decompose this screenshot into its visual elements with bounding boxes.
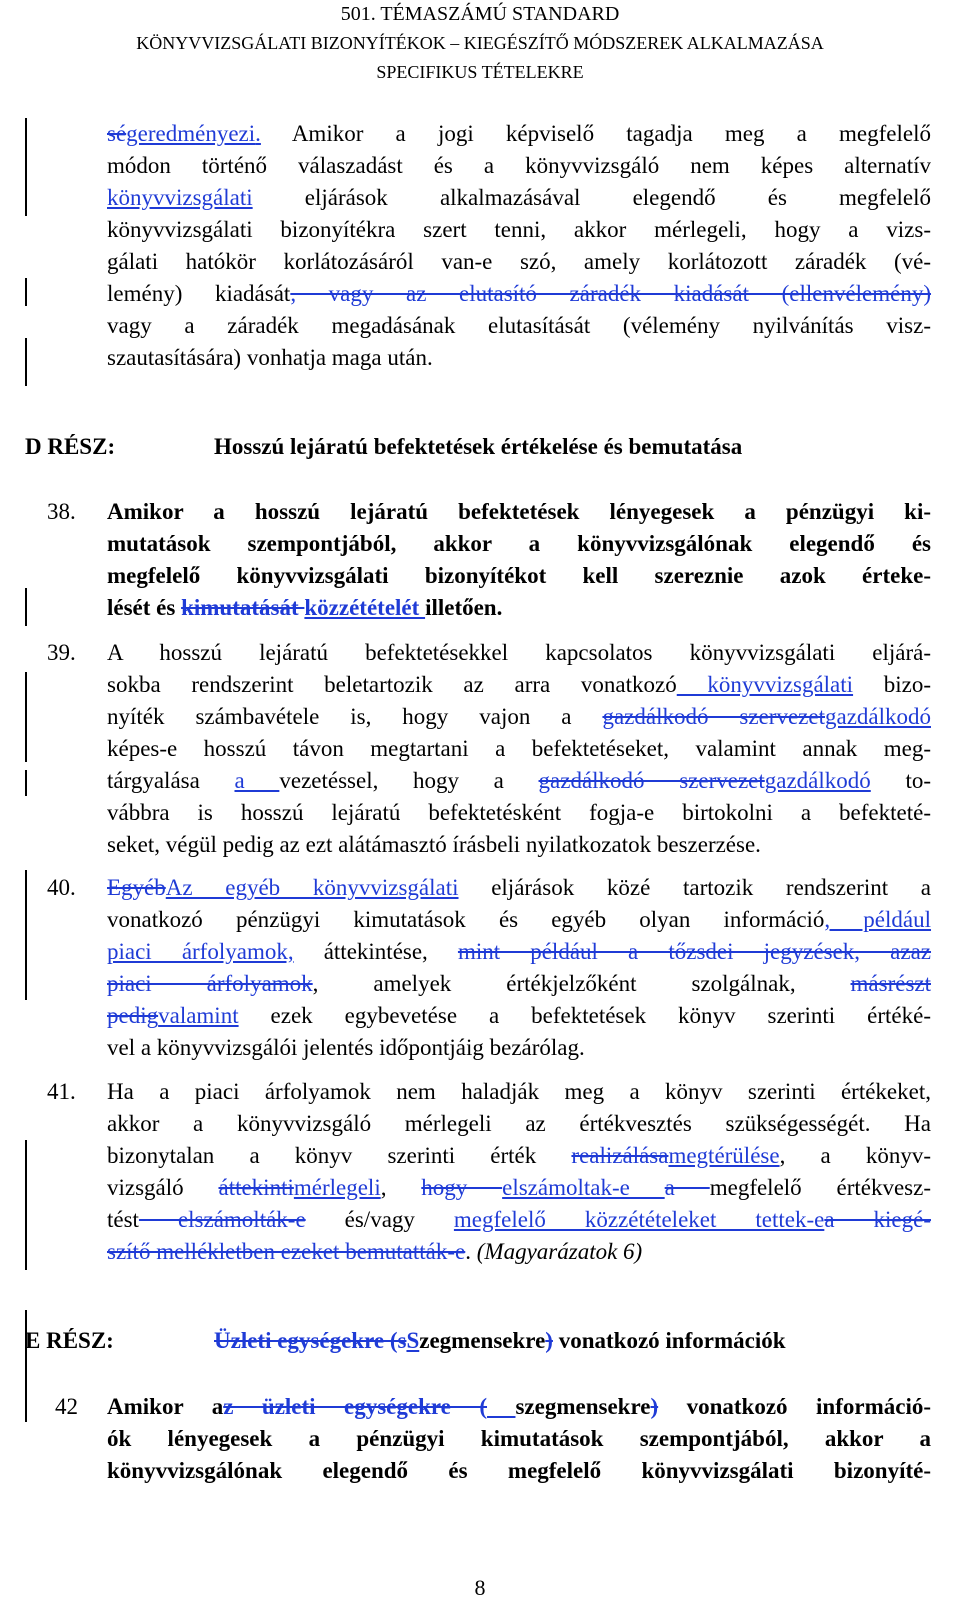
paragraph-number: 41. bbox=[47, 1079, 76, 1104]
paragraph-41: Ha a piaci árfolyamok nem haladják meg a könyv szerinti értékeket, akkor a könyvvizsgáló mérlegeli az értékvesztés szükségességét. Ha bizonytalan a könyv szerinti érték realizálásamegtérülése, a könyv- vizsgáló áttekintimérlegeli, hogy elszámoltak-e a megfelelő értékvesz- tést elszámolták-e és/vagy megfelelő közzétételeket tettek-ea kiegé- szítő mellékletben ezeket bemutatták-e. (Magyarázatok 6) bbox=[107, 1079, 931, 1264]
revision-bar bbox=[25, 770, 27, 796]
paragraph-number: 38. bbox=[47, 499, 76, 524]
paragraph-39: A hosszú lejáratú befektetésekkel kapcsolatos könyvvizsgálati eljárá- sokba rendszerint beletartozik az arra vonatkozó könyvvizsgálati bizo- nyíték számbavétele is, hogy vajon a gazdálkodó szervezetgazdálkodó képes-e hosszú távon megtartani a befektetéseket, valamint annak meg- tárgyalása a vezetéssel, hogy a gazdálkodó szervezetgazdálkodó to- vábbra is hosszú lejáratú befektetésként fogja-e birtokolni a befekteté- seket, végül pedig az ezt alátámasztó írásbeli nyilatkozatok beszerzése. bbox=[107, 640, 931, 857]
part-d-title: Hosszú lejáratú befektetések értékelése és bemutatása bbox=[214, 434, 743, 459]
paragraph-38: Amikor a hosszú lejáratú befektetések lényegesek a pénzügyi ki- mutatások szempontjából, akkor a könyvvizsgálónak elegendő és megfelelő könyvvizsgálati bizonyítékot kell szereznie azok érteke- lését és kimutatását közzétételét illetően. bbox=[107, 499, 931, 620]
paragraph-42: Amikor az üzleti egységekre ( szegmensekre) vonatkozó információ- ók lényegesek a pénzügyi kimutatások szempontjából, akkor a könyvvizsgálónak elegendő és megfelelő könyvvizsgálati bizonyíté- bbox=[107, 1394, 931, 1483]
part-e-title: Üzleti egységekre (sSzegmensekre) vonatkozó információk bbox=[214, 1328, 786, 1353]
revision-bar bbox=[25, 338, 27, 386]
header-title: KÖNYVVIZSGÁLATI BIZONYÍTÉKOK – KIEGÉSZÍTŐ MÓDSZEREK ALKALMAZÁSA bbox=[136, 33, 824, 53]
paragraph-40: EgyébAz egyéb könyvvizsgálati eljárások közé tartozik rendszerint a vonatkozó pénzügyi kimutatások és egyéb olyan információ, például piaci árfolyamok, áttekintése, mint például a tőzsdei jegyzések, azaz piaci árfolyamok, amelyek értékjelzőként szolgálnak, másrészt pedigvalamint ezek egybevetése a befektetések könyv szerinti értéké- vel a könyvvizsgálói jelentés időpontjáig bezárólag. bbox=[107, 875, 932, 1060]
revision-bar bbox=[25, 1310, 27, 1422]
page-header bbox=[0, 0, 960, 87]
header-standard-number: 501. TÉMASZÁMÚ STANDARD bbox=[340, 3, 620, 25]
paragraph-number: 42 bbox=[55, 1394, 78, 1419]
page-number: 8 bbox=[474, 1575, 486, 1600]
paragraph-37: ségeredményezi. Amikor a jogi képviselő tagadja meg a megfelelő módon történő válaszadást és a könyvvizsgáló nem képes alternatív könyvvizsgálati eljárások alkalmazásával elegendő és megfelelő könyvvizsgálati bizonyítékra szert tenni, akkor mérlegeli, hogy a vizs- gálati hatókör korlátozásáról van-e szó, amely korlátozott záradék (vé- lemény) kiadását, vagy az elutasító záradék kiadását (ellenvélemény) vagy a záradék megadásának elutasítását (vélemény nyilvánítás visz- szautasítására) vonhatja maga után. bbox=[107, 121, 932, 370]
revision-bar bbox=[25, 672, 27, 762]
paragraph-number: 39. bbox=[47, 640, 76, 665]
revision-bar bbox=[25, 118, 27, 216]
header-subtitle: SPECIFIKUS TÉTELEKRE bbox=[376, 62, 584, 82]
part-e-label: E RÉSZ: bbox=[25, 1328, 114, 1353]
revision-bar bbox=[25, 870, 27, 1000]
paragraph-number: 40. bbox=[47, 875, 76, 900]
revision-bar bbox=[25, 278, 27, 306]
part-d-label: D RÉSZ: bbox=[25, 434, 116, 459]
revision-bar bbox=[25, 588, 27, 626]
revision-bar bbox=[25, 1140, 27, 1270]
